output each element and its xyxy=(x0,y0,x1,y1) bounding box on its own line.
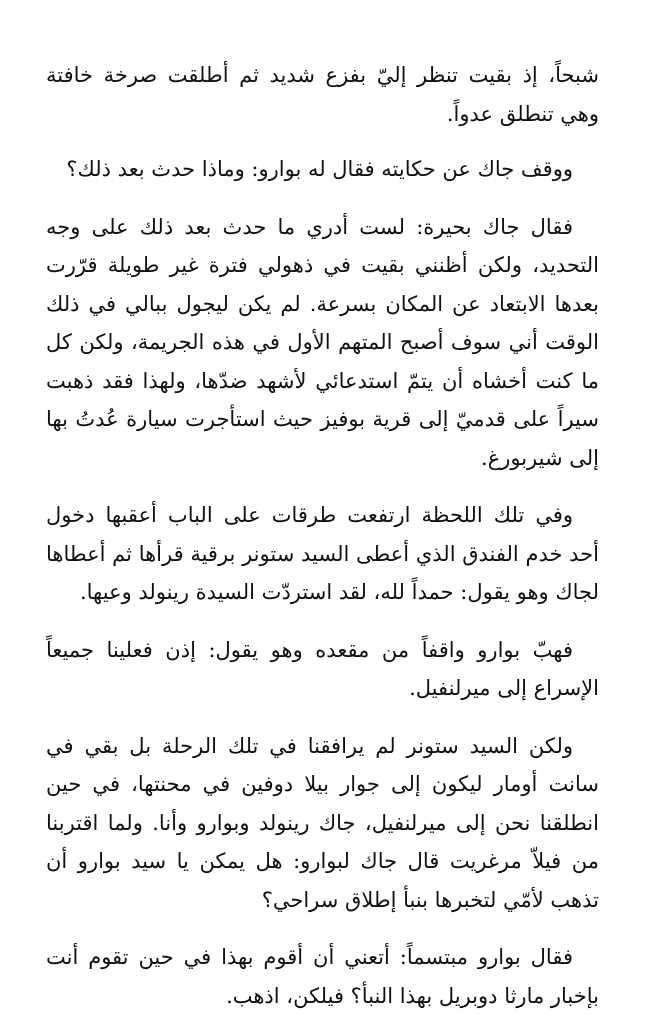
paragraph-1: شبحاً، إذ بقيت تنظر إليّ بفزع شديد ثم أطلقت صرخة خافتة وهي تنطلق عدواً. xyxy=(46,63,599,126)
paragraph-2: ووقف جاك عن حكايته فقال له بوارو: وماذا حدث بعد ذلك؟ xyxy=(66,157,573,181)
paragraph-4: وفي تلك اللحظة ارتفعت طرقات على الباب أعقبها دخول أحد خدم الفندق الذي أعطى السيد ستونر برقية قرأها ثم أعطاها لجاك وهو يقول: حمداً لله، لقد استردّت السيدة رينولد وعيها. xyxy=(46,503,599,604)
paragraph-7: فقال بوارو مبتسماً: أتعني أن أقوم بهذا في حين تقوم أنت بإخبار مارثا دوبريل بهذا النبأ؟ فيلكن، اذهب. xyxy=(46,945,599,1008)
paragraph-6: ولكن السيد ستونر لم يرافقنا في تلك الرحلة بل بقي في سانت أومار ليكون إلى جوار بيلا دوفين في محنتها، في حين انطلقنا نحن إلى ميرلنفيل، جاك رينولد وبوارو وأنا. ولما اقتربنا من فيلاّ مرغريت قال جاك لبوارو: هل يمكن يا سيد بوارو أن تذهب لأمّي لتخبرها بنبأ إطلاق سراحي؟ xyxy=(46,733,599,912)
paragraph-3: فقال جاك بحيرة: لست أدري ما حدث بعد ذلك على وجه التحديد، ولكن أظنني بقيت في ذهولي فترة غير طويلة قرّرت بعدها الابتعاد عن المكان بسرعة. لم يكن ليجول ببالي في ذلك الوقت أني سوف أصبح المتهم الأول في هذه الجريمة، ولكن كل ما كنت أخشاه أن يتمّ استدعائي لأشهد ضدّها، ولهذا فقد ذهبت سيراً على قدميّ إلى قرية بوفيز حيث استأجرت سيارة عُدتُ بها إلى شيربورغ. xyxy=(46,214,599,470)
paragraph-5: فهبّ بوارو واقفاً من مقعده وهو يقول: إذن فعلينا جميعاً الإسراع إلى ميرلنفيل. xyxy=(46,637,599,700)
